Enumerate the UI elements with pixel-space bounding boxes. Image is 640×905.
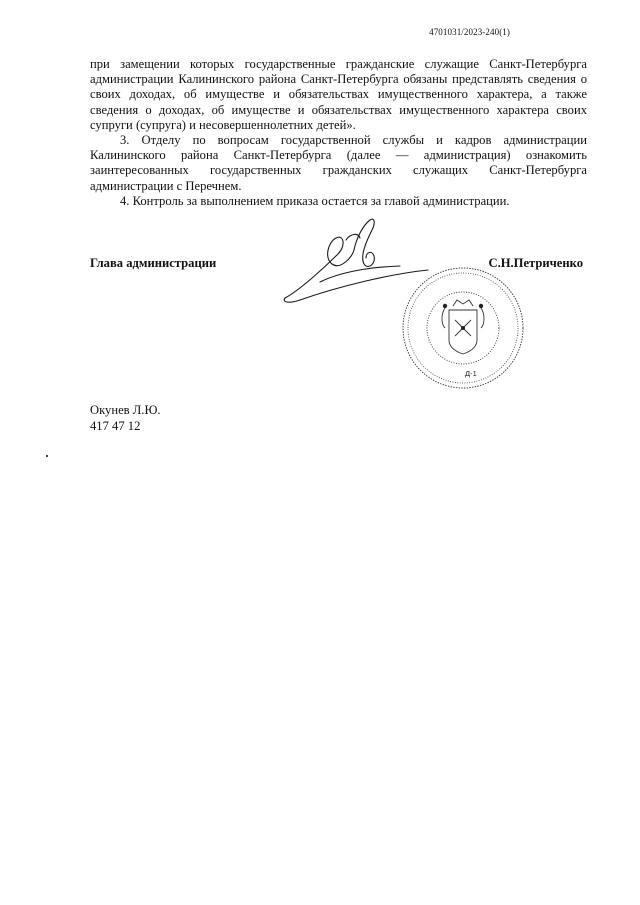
executor-block <box>90 402 161 434</box>
document-body <box>90 57 587 209</box>
paragraph-continuation: при замещении которых государственные гражданские служащие Санкт-Петербурга администрации Калининского района Санкт-Петербурга обязаны представлять сведения о своих доходах, об имуществе и обязательствах имущественного характера, а также сведения о доходах, об имуществе и обязательствах имущественного характера своих супруги (супруга) и несовершеннолетних детей». <box>90 57 587 132</box>
paragraph-item-4: 4. Контроль за выполнением приказа остается за главой администрации. <box>120 193 510 208</box>
paragraph-item-3: 3. Отделу по вопросам государственной службы и кадров администрации Калининского района Санкт-Петербурга (далее — администрация) ознакомить заинтересованных государственных гражданских служащих Санкт-Петербурга администрации с Перечнем. <box>90 133 587 193</box>
document-number: 4701031/2023-240(1) <box>429 27 510 37</box>
signatory-title: Глава администрации <box>90 256 217 270</box>
scan-speck <box>46 455 48 457</box>
executor-phone: 417 47 12 <box>90 419 141 433</box>
signatory-name: С.Н.Петриченко <box>488 256 583 270</box>
official-stamp <box>395 262 535 392</box>
executor-name: Окунев Л.Ю. <box>90 403 161 417</box>
signature-row <box>90 256 587 276</box>
stamp-label: Д-1 <box>465 369 477 378</box>
